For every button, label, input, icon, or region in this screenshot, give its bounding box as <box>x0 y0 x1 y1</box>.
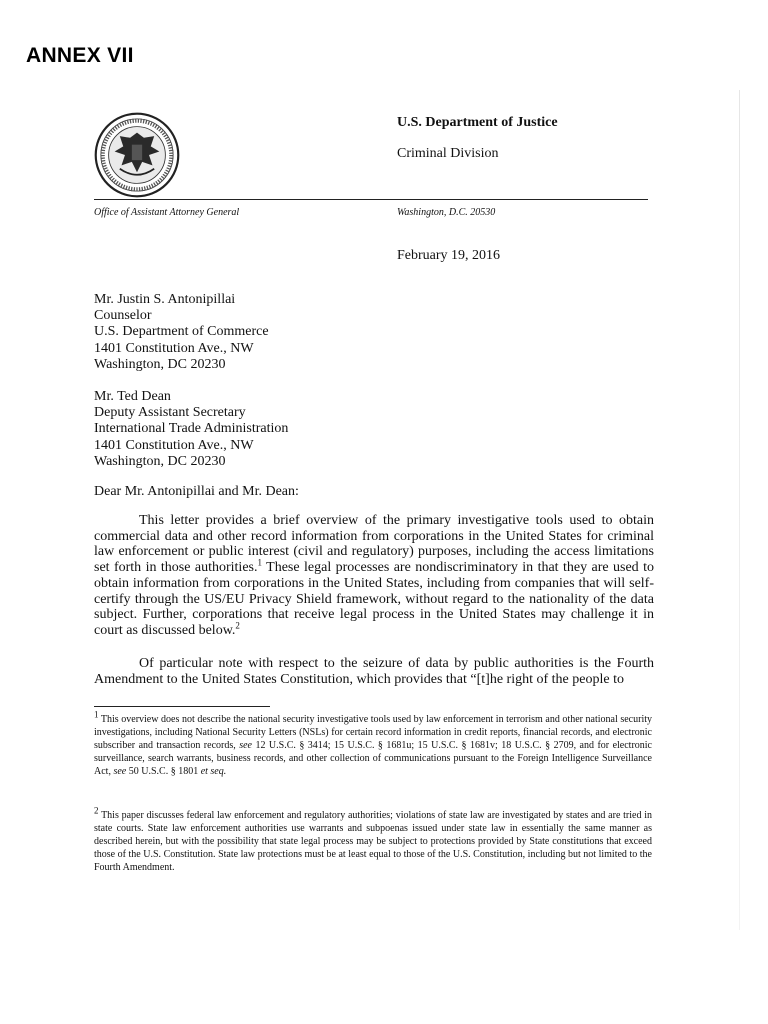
footnote-mark: 2 <box>94 805 99 816</box>
recipient-line: U.S. Department of Commerce <box>94 324 269 340</box>
recipient-line: Counselor <box>94 308 152 324</box>
footnote-ref: 1 <box>257 557 262 568</box>
division-name: Criminal Division <box>397 146 499 161</box>
letterhead-rule <box>94 199 648 200</box>
recipient-line: Washington, DC 20230 <box>94 453 226 469</box>
paragraph-text: This letter provides a brief overview of the primary investigative tools used to obtain commercial data and other record information from corporations in the United States for criminal law enforcement or public interest (civil and regulatory) purposes, including the access limitations set forth in those authorities. <box>94 513 654 576</box>
recipient-address-2 <box>94 389 288 470</box>
salutation: Dear Mr. Antonipillai and Mr. Dean: <box>94 484 299 499</box>
recipient-line: Mr. Justin S. Antonipillai <box>94 292 236 307</box>
footnote-text: et seq. <box>200 766 227 777</box>
recipient-line: International Trade Administration <box>94 421 289 437</box>
letter-date: February 19, 2016 <box>397 248 501 263</box>
footnote-text: This overview does not describe the national security investigative tools used by law enforcement in terrorism and other national security investigations, including National Security Letters (NSLs) for certain record information in credit reports, financial records, and electronic subscriber and transaction records, <box>94 714 652 751</box>
footnote-text: see <box>113 766 127 777</box>
office-location: Washington, D.C. 20530 <box>397 207 496 218</box>
footnote-ref: 2 <box>235 620 240 631</box>
body-paragraph-2: Of particular note with respect to the seizure of data by public authorities is the Fourth Amendment to the United States Constitution, which provides that “[t]he right of the people to <box>94 656 654 687</box>
department-name: U.S. Department of Justice <box>397 115 558 130</box>
footnote-1 <box>94 709 652 778</box>
footnote-mark: 1 <box>94 709 99 720</box>
paragraph-text: These legal processes are nondiscriminatory in that they are used to obtain information from corporations in the United States, including from companies that will self-certify through the US/EU Privacy Shield framework, without regard to the nationality of the data subject. Further, corporations that receive legal process in the United States may challenge it in court as discussed below. <box>94 560 654 638</box>
scan-edge <box>739 90 740 930</box>
recipient-line: Washington, DC 20230 <box>94 356 226 372</box>
office-name: Office of Assistant Attorney General <box>94 207 240 218</box>
doj-seal-icon <box>94 112 180 198</box>
footnote-text: 12 U.S.C. § 3414; 15 U.S.C. § 1681u; 15 U.S.C. § 1681v; 18 U.S.C. § 2709, and for electronic surveillance, search warrants, business records, and other collection of communications pursuant to the Foreign Intelligence Surveillance Act, <box>94 740 652 777</box>
recipient-line: Deputy Assistant Secretary <box>94 405 246 421</box>
recipient-line: 1401 Constitution Ave., NW <box>94 437 254 453</box>
footnote-text: 50 U.S.C. § 1801 <box>126 766 201 777</box>
recipient-line: Mr. Ted Dean <box>94 389 171 404</box>
annex-title: ANNEX VII <box>26 44 134 67</box>
recipient-address-1 <box>94 292 269 373</box>
recipient-line: 1401 Constitution Ave., NW <box>94 340 254 356</box>
footnote-2 <box>94 805 652 874</box>
footnote-text: This paper discusses federal law enforcement and regulatory authorities; violations of state law are investigated by states and are tried in state courts. State law enforcement authorities use warrants and subpoenas issued under state law in essentially the same manner as described herein, but with the possibility that state legal process may be subject to protections provided by State constitutions that exceed those of the U.S. Constitution. State law protections must be at least equal to those of the U.S. Constitution, including but not limited to the Fourth Amendment. <box>94 810 652 873</box>
footnote-rule <box>94 706 270 707</box>
body-paragraph-1 <box>94 513 654 639</box>
footnote-text: see <box>239 740 252 751</box>
